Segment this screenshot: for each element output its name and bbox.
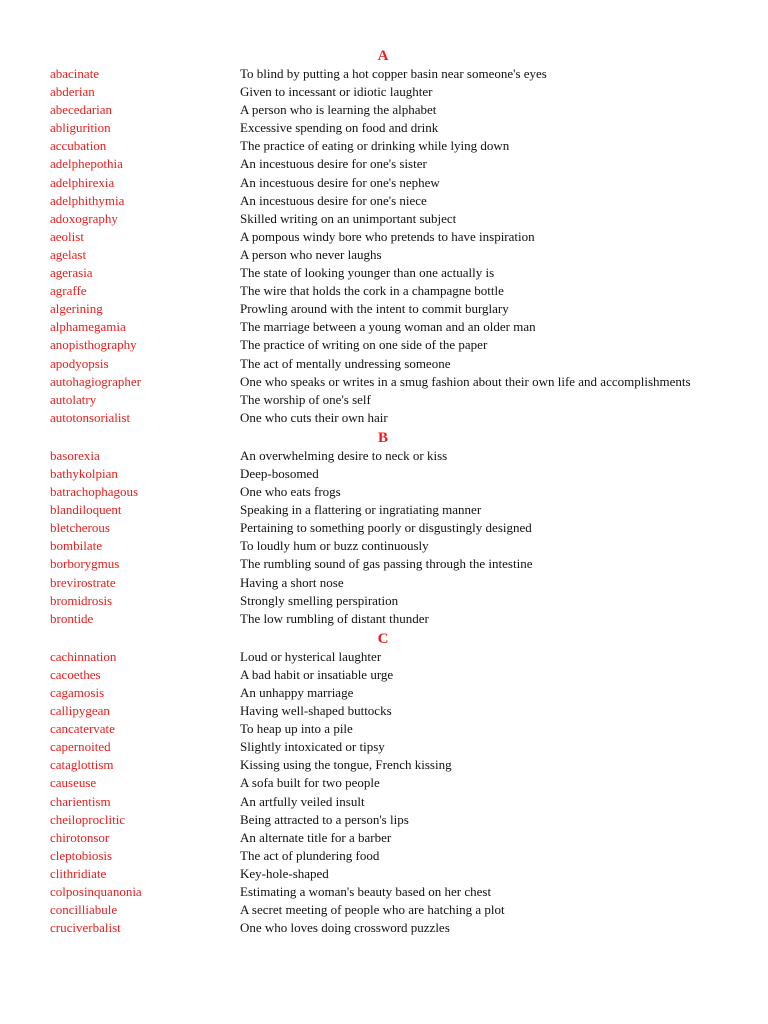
- glossary-entry: [0, 592, 768, 610]
- section-heading: [0, 47, 768, 65]
- glossary-entry: [0, 119, 768, 137]
- entry-term: anopisthography: [50, 337, 137, 353]
- section-b: [0, 427, 768, 628]
- entry-definition: Deep-bosomed: [240, 465, 319, 481]
- glossary-entry: [0, 901, 768, 919]
- glossary-entry: [0, 756, 768, 774]
- section-letter-label: B: [377, 429, 388, 446]
- section-letter-label: A: [377, 48, 389, 64]
- glossary-page: [0, 47, 768, 937]
- entry-definition: A secret meeting of people who are hatching a plot: [240, 902, 505, 918]
- entry-term: colposinquanonia: [50, 884, 142, 900]
- entry-term: adelphithymia: [50, 192, 125, 208]
- entry-definition: The state of looking younger than one actually is: [240, 265, 495, 281]
- entry-term: apodyopsis: [50, 355, 109, 371]
- glossary-entry: [0, 648, 768, 666]
- entry-definition: One who speaks or writes in a smug fashion about their own life and accomplishments: [240, 373, 691, 389]
- entry-definition: An incestuous desire for one's sister: [240, 156, 427, 172]
- section-c: [0, 628, 768, 938]
- glossary-entry: [0, 774, 768, 792]
- entry-definition: A bad habit or insatiable urge: [240, 666, 394, 682]
- entry-definition: To loudly hum or buzz continuously: [240, 538, 429, 554]
- entry-definition: To heap up into a pile: [240, 721, 353, 737]
- entry-term: cataglottism: [50, 757, 114, 773]
- entry-definition: The act of mentally undressing someone: [240, 355, 451, 371]
- entry-definition: Excessive spending on food and drink: [240, 120, 439, 136]
- glossary-entry: [0, 883, 768, 901]
- glossary-entry: [0, 300, 768, 318]
- glossary-entry: [0, 155, 768, 173]
- glossary-entry: [0, 246, 768, 264]
- entry-definition: Pertaining to something poorly or disgustingly designed: [240, 520, 532, 536]
- glossary-entry: [0, 919, 768, 937]
- glossary-entry: [0, 702, 768, 720]
- entry-term: accubation: [50, 138, 107, 154]
- entry-definition: A person who never laughs: [240, 246, 382, 262]
- glossary-entry: [0, 228, 768, 246]
- entry-definition: Loud or hysterical laughter: [240, 648, 382, 664]
- section-heading: [0, 429, 768, 447]
- entry-definition: One who cuts their own hair: [240, 409, 388, 425]
- entry-term: agraffe: [50, 283, 87, 299]
- section-heading: [0, 630, 768, 648]
- glossary-entry: [0, 264, 768, 282]
- glossary-entry: [0, 574, 768, 592]
- glossary-entry: [0, 793, 768, 811]
- entry-term: brontide: [50, 610, 94, 626]
- entry-definition: An unhappy marriage: [240, 685, 354, 700]
- entry-definition: The low rumbling of distant thunder: [240, 610, 429, 626]
- entry-definition: The worship of one's self: [240, 391, 371, 407]
- entry-term: chirotonsor: [50, 829, 110, 845]
- entry-term: cheiloproclitic: [50, 811, 126, 827]
- entry-definition: Speaking in a flattering or ingratiating manner: [240, 502, 482, 518]
- entry-term: brevirostrate: [50, 574, 116, 590]
- entry-term: autotonsorialist: [50, 409, 131, 425]
- glossary-entry: [0, 447, 768, 465]
- glossary-entry: [0, 811, 768, 829]
- glossary-entry: [0, 65, 768, 83]
- entry-term: callipygean: [50, 703, 110, 719]
- entry-definition: The practice of eating or drinking while lying down: [240, 138, 510, 154]
- entry-term: cacoethes: [50, 666, 101, 682]
- entry-term: blandiloquent: [50, 502, 122, 518]
- entry-term: abligurition: [50, 120, 111, 136]
- entry-term: adelphirexia: [50, 174, 115, 190]
- entry-term: abacinate: [50, 66, 100, 81]
- entry-term: basorexia: [50, 447, 100, 463]
- entry-term: alphamegamia: [50, 319, 126, 335]
- entry-definition: Having well-shaped buttocks: [240, 703, 392, 719]
- glossary-entry: [0, 282, 768, 300]
- entry-term: agelast: [50, 246, 87, 262]
- entry-definition: An incestuous desire for one's niece: [240, 192, 427, 208]
- glossary-entry: [0, 409, 768, 427]
- entry-definition: The wire that holds the cork in a champagne bottle: [240, 283, 504, 299]
- entry-term: charientism: [50, 793, 111, 809]
- glossary-entry: [0, 847, 768, 865]
- glossary-entry: [0, 355, 768, 373]
- entry-term: aeolist: [50, 228, 84, 244]
- entry-definition: An incestuous desire for one's nephew: [240, 174, 440, 190]
- entry-definition: Skilled writing on an unimportant subject: [240, 210, 457, 226]
- entry-definition: Prowling around with the intent to commit burglary: [240, 301, 509, 317]
- entry-term: cancatervate: [50, 721, 115, 737]
- entry-term: bombilate: [50, 538, 102, 554]
- entry-term: adelphepothia: [50, 156, 123, 172]
- glossary-entry: [0, 101, 768, 119]
- glossary-entry: [0, 537, 768, 555]
- entry-definition: Given to incessant or idiotic laughter: [240, 84, 433, 100]
- entry-term: bathykolpian: [50, 465, 118, 481]
- glossary-entry: [0, 318, 768, 336]
- glossary-entry: [0, 610, 768, 628]
- entry-term: causeuse: [50, 775, 97, 791]
- entry-definition: Slightly intoxicated or tipsy: [240, 739, 385, 755]
- glossary-entry: [0, 336, 768, 354]
- entry-term: algerining: [50, 301, 103, 317]
- glossary-entry: [0, 483, 768, 501]
- glossary-entry: [0, 738, 768, 756]
- entry-term: cagamosis: [50, 685, 105, 700]
- entry-definition: Kissing using the tongue, French kissing: [240, 757, 452, 773]
- glossary-entry: [0, 391, 768, 409]
- glossary-entry: [0, 192, 768, 210]
- entry-term: concilliabule: [50, 902, 118, 918]
- glossary-entry: [0, 829, 768, 847]
- entry-definition: The marriage between a young woman and an older man: [240, 319, 536, 335]
- glossary-entry: [0, 684, 768, 702]
- entry-definition: An alternate title for a barber: [240, 829, 392, 845]
- entry-definition: Having a short nose: [240, 574, 344, 590]
- glossary-entry: [0, 519, 768, 537]
- section-a: [0, 47, 768, 427]
- entry-term: cruciverbalist: [50, 920, 121, 936]
- entry-definition: Being attracted to a person's lips: [240, 811, 409, 827]
- entry-term: batrachophagous: [50, 484, 139, 500]
- glossary-entry: [0, 720, 768, 738]
- glossary-entry: [0, 666, 768, 684]
- entry-term: clithridiate: [50, 865, 107, 881]
- entry-definition: A person who is learning the alphabet: [240, 102, 437, 118]
- glossary-entry: [0, 373, 768, 391]
- entry-term: cleptobiosis: [50, 847, 113, 863]
- entry-term: abderian: [50, 84, 95, 100]
- glossary-entry: [0, 83, 768, 101]
- entry-term: autolatry: [50, 391, 97, 407]
- entry-definition: Key-hole-shaped: [240, 865, 329, 881]
- entry-term: abecedarian: [50, 102, 113, 118]
- entry-term: autohagiographer: [50, 373, 141, 389]
- glossary-entry: [0, 210, 768, 228]
- entry-definition: The act of plundering food: [240, 847, 380, 863]
- entry-definition: To blind by putting a hot copper basin near someone's eyes: [240, 66, 547, 81]
- entry-term: capernoited: [50, 739, 111, 755]
- entry-term: bromidrosis: [50, 592, 113, 608]
- glossary-entry: [0, 865, 768, 883]
- glossary-entry: [0, 137, 768, 155]
- glossary-entry: [0, 174, 768, 192]
- entry-definition: The practice of writing on one side of the paper: [240, 337, 488, 353]
- entry-definition: An artfully veiled insult: [240, 793, 365, 809]
- entry-term: cachinnation: [50, 648, 117, 664]
- entry-term: agerasia: [50, 265, 93, 281]
- entry-definition: Estimating a woman's beauty based on her chest: [240, 884, 492, 900]
- entry-definition: Strongly smelling perspiration: [240, 592, 399, 608]
- entry-definition: A sofa built for two people: [240, 775, 380, 791]
- entry-definition: One who loves doing crossword puzzles: [240, 920, 450, 936]
- entry-term: adoxography: [50, 210, 118, 226]
- section-letter-label: C: [377, 630, 389, 647]
- glossary-entry: [0, 555, 768, 573]
- entry-definition: One who eats frogs: [240, 484, 341, 500]
- glossary-entry: [0, 465, 768, 483]
- glossary-entry: [0, 501, 768, 519]
- entry-term: bletcherous: [50, 520, 110, 536]
- entry-definition: A pompous windy bore who pretends to have inspiration: [240, 228, 535, 244]
- entry-definition: The rumbling sound of gas passing through the intestine: [240, 556, 533, 572]
- entry-definition: An overwhelming desire to neck or kiss: [240, 447, 448, 463]
- entry-term: borborygmus: [50, 556, 120, 572]
